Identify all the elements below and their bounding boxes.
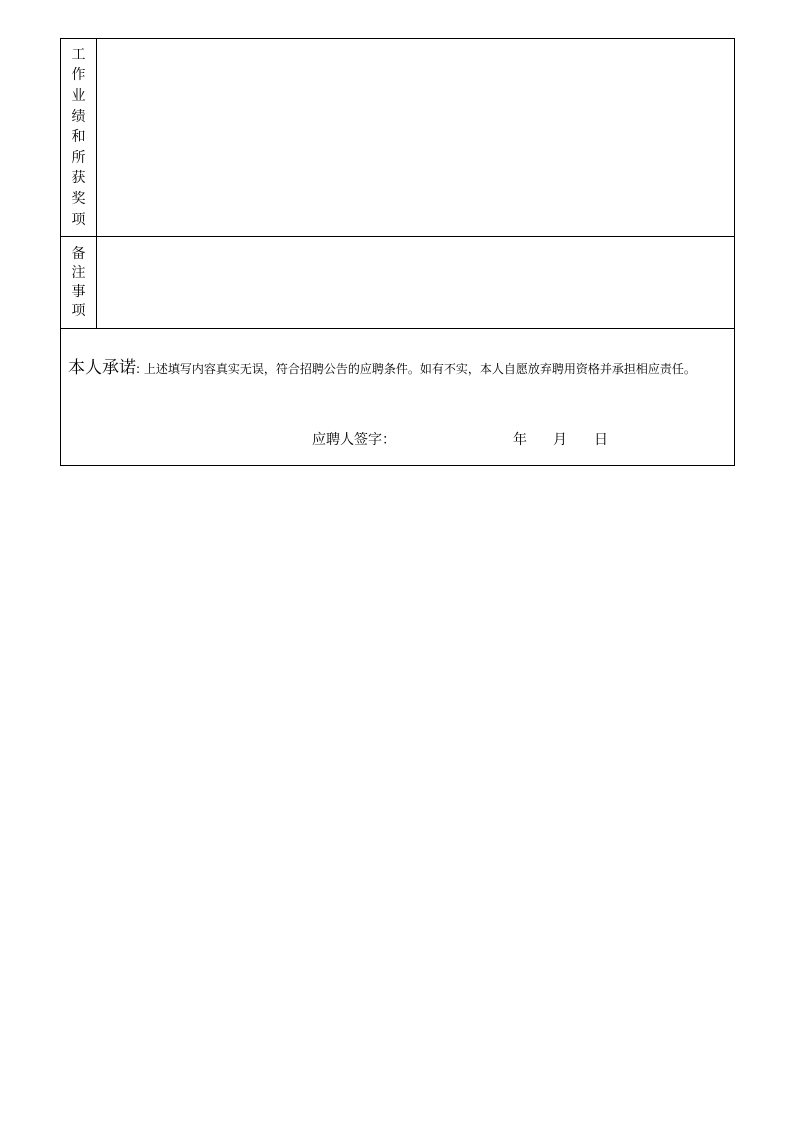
achievements-label-char: 作: [71, 67, 86, 84]
day-label: 日: [594, 432, 608, 448]
pledge-statement: [68, 353, 730, 384]
remarks-label-char: 备: [71, 245, 86, 262]
achievements-label-char: 奖: [71, 190, 86, 207]
remarks-field[interactable]: [97, 237, 734, 328]
achievements-row: [61, 39, 734, 237]
achievements-label-char: 业: [71, 88, 86, 105]
remarks-label-char: 事: [71, 283, 86, 300]
achievements-field[interactable]: [97, 39, 734, 236]
achievements-label-char: 所: [71, 149, 86, 166]
remarks-label: [61, 237, 97, 328]
remarks-label-char: 项: [71, 302, 86, 319]
year-label: 年: [513, 432, 527, 448]
pledge-title: 本人承诺: [68, 358, 136, 378]
achievements-label: [61, 39, 97, 236]
remarks-row: [61, 237, 734, 329]
achievements-label-char: 和: [71, 129, 86, 146]
signature-label: 应聘人签字：: [312, 432, 396, 448]
signature-line: [61, 429, 734, 449]
pledge-body: 上述填写内容真实无误，符合招聘公告的应聘条件。如有不实，本人自愿放弃聘用资格并承担相应责任。: [143, 362, 696, 376]
achievements-label-char: 项: [71, 211, 86, 228]
achievements-label-char: 绩: [71, 108, 86, 125]
month-label: 月: [553, 432, 567, 448]
signature-field[interactable]: [402, 429, 502, 447]
pledge-colon: :: [136, 362, 141, 376]
achievements-label-char: 获: [71, 170, 86, 187]
remarks-label-char: 注: [71, 264, 86, 281]
application-form-table: [60, 38, 735, 466]
pledge-row: [61, 329, 734, 465]
achievements-label-char: 工: [71, 46, 86, 63]
